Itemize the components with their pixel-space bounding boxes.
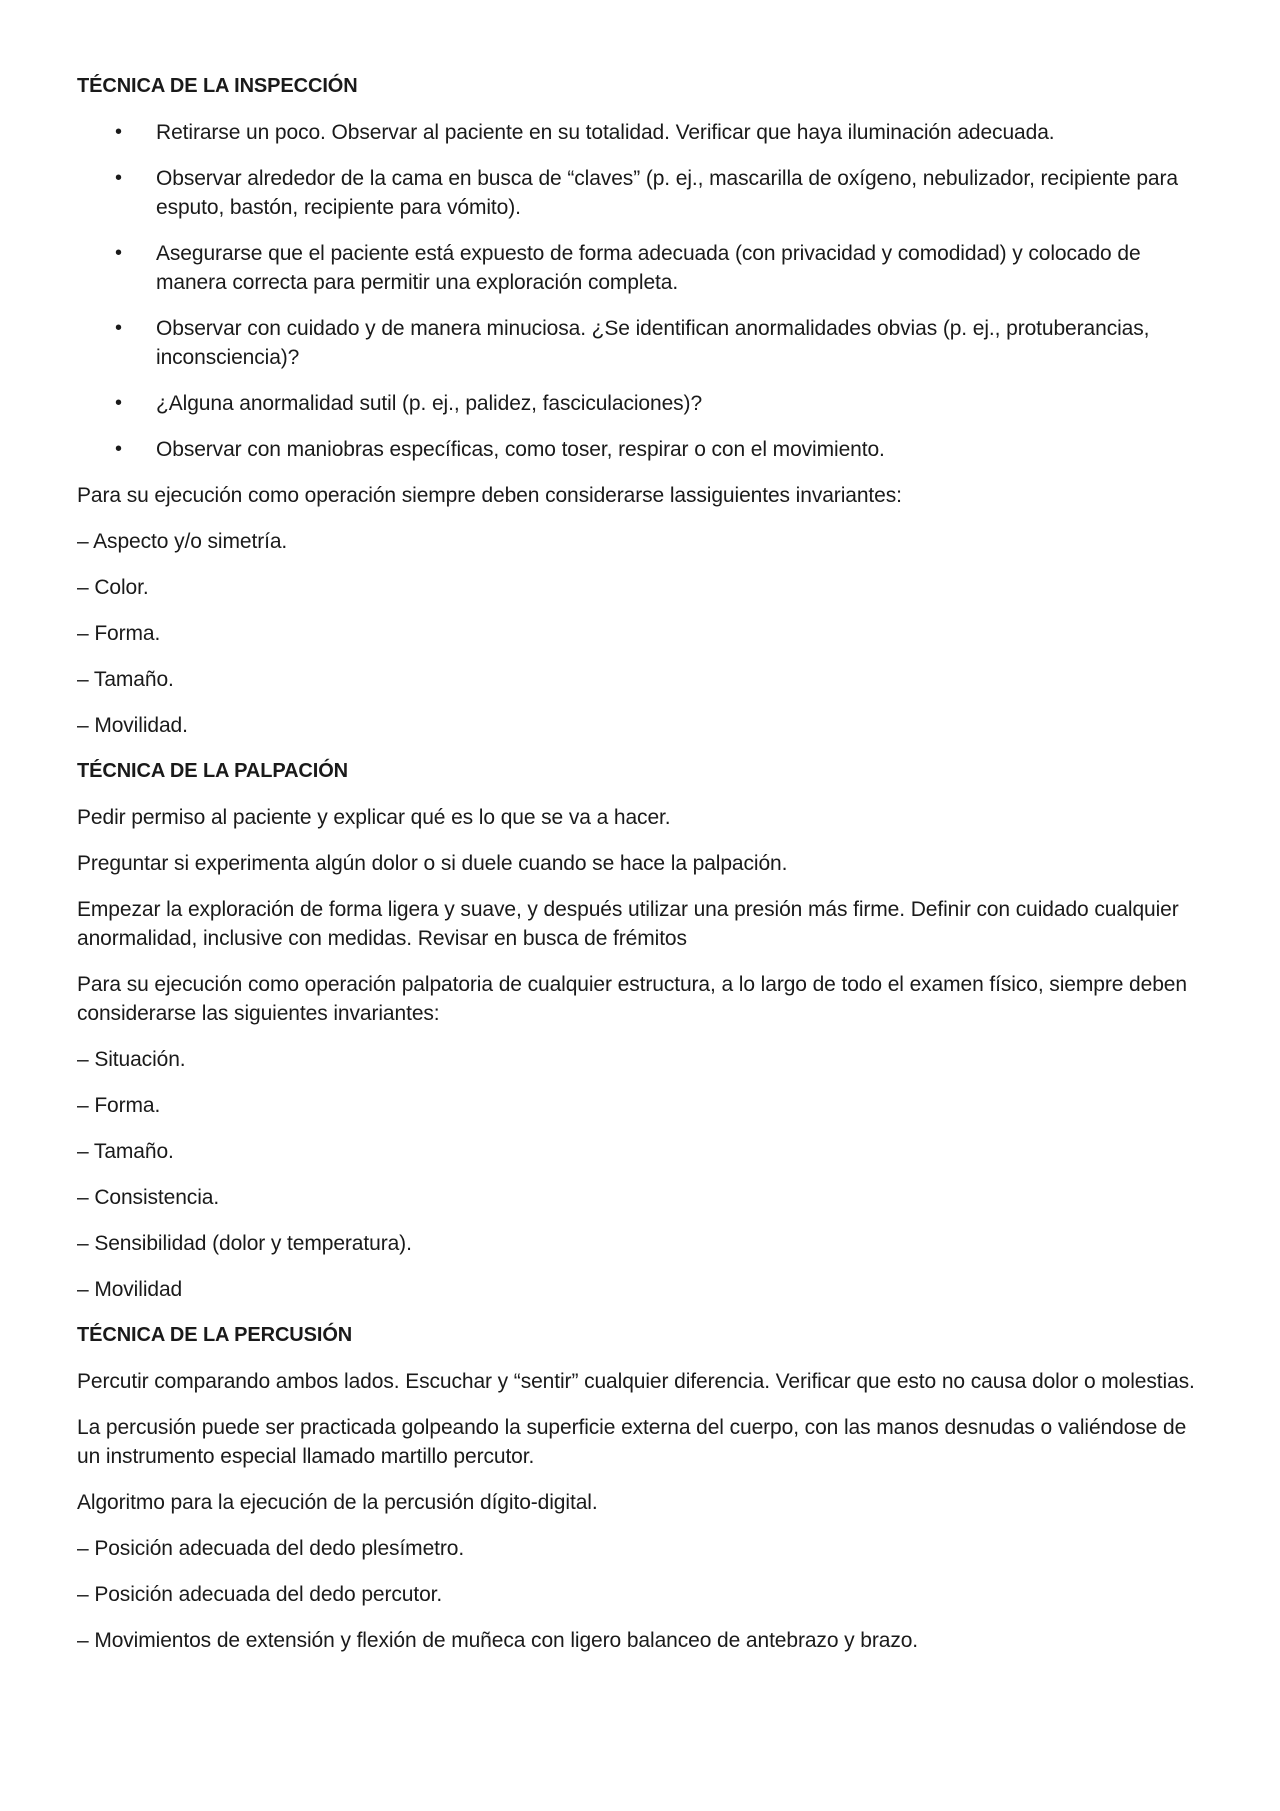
bullet-icon: •	[115, 167, 122, 189]
dash-list-item: – Movimientos de extensión y flexión de muñeca con ligero balanceo de antebrazo y brazo.	[77, 1629, 919, 1652]
list-item	[77, 164, 1207, 222]
inspeccion-bullet-list	[77, 118, 1207, 464]
dash-list-item: – Forma.	[77, 622, 161, 645]
paragraph: La percusión puede ser practicada golpeando la superficie externa del cuerpo, con las manos desnudas o valiéndose de un instrumento especial llamado martillo percutor.	[77, 1416, 1187, 1468]
list-item-text: Observar con maniobras específicas, como toser, respirar o con el movimiento.	[156, 438, 885, 461]
dash-list-item: – Posición adecuada del dedo plesímetro.	[77, 1537, 465, 1560]
list-item-text: Asegurarse que el paciente está expuesto de forma adecuada (con privacidad y comodidad) y colocado de manera correcta para permitir una exploración completa.	[156, 242, 1141, 294]
bullet-icon: •	[115, 242, 122, 264]
section-heading-inspeccion: TÉCNICA DE LA INSPECCIÓN	[77, 75, 358, 97]
section-heading-palpacion: TÉCNICA DE LA PALPACIÓN	[77, 760, 349, 782]
dash-list-item: – Consistencia.	[77, 1186, 220, 1209]
list-item	[77, 239, 1207, 297]
paragraph: Para su ejecución como operación siempre deben considerarse lassiguientes invariantes:	[77, 484, 902, 507]
list-item	[77, 389, 1207, 418]
paragraph: Pedir permiso al paciente y explicar qué es lo que se va a hacer.	[77, 806, 671, 829]
document-page	[77, 72, 1207, 1672]
paragraph: Empezar la exploración de forma ligera y suave, y después utilizar una presión más firme. Definir con cuidado cualquier anormalidad, inclusive con medidas. Revisar en busca de frémitos	[77, 898, 1179, 950]
bullet-icon: •	[115, 317, 122, 339]
bullet-icon: •	[115, 121, 122, 143]
paragraph: Preguntar si experimenta algún dolor o si duele cuando se hace la palpación.	[77, 852, 788, 875]
dash-list-item: – Sensibilidad (dolor y temperatura).	[77, 1232, 412, 1255]
dash-list-item: – Movilidad.	[77, 714, 188, 737]
list-item	[77, 118, 1207, 147]
dash-list-item: – Tamaño.	[77, 668, 174, 691]
bullet-icon: •	[115, 438, 122, 460]
paragraph: Algoritmo para la ejecución de la percusión dígito-digital.	[77, 1491, 598, 1514]
section-heading-percusion: TÉCNICA DE LA PERCUSIÓN	[77, 1324, 353, 1346]
bullet-icon: •	[115, 392, 122, 414]
list-item-text: ¿Alguna anormalidad sutil (p. ej., palidez, fasciculaciones)?	[156, 392, 703, 415]
list-item	[77, 314, 1207, 372]
list-item	[77, 435, 1207, 464]
paragraph: Percutir comparando ambos lados. Escuchar y “sentir” cualquier diferencia. Verificar que esto no causa dolor o molestias.	[77, 1370, 1195, 1393]
dash-list-item: – Forma.	[77, 1094, 161, 1117]
dash-list-item: – Movilidad	[77, 1278, 183, 1301]
dash-list-item: – Aspecto y/o simetría.	[77, 530, 288, 553]
dash-list-item: – Posición adecuada del dedo percutor.	[77, 1583, 443, 1606]
list-item-text: Retirarse un poco. Observar al paciente en su totalidad. Verificar que haya iluminación adecuada.	[156, 121, 1055, 144]
dash-list-item: – Situación.	[77, 1048, 186, 1071]
dash-list-item: – Tamaño.	[77, 1140, 174, 1163]
dash-list-item: – Color.	[77, 576, 149, 599]
list-item-text: Observar alrededor de la cama en busca de “claves” (p. ej., mascarilla de oxígeno, nebulizador, recipiente para esputo, bastón, recipiente para vómito).	[156, 167, 1178, 219]
list-item-text: Observar con cuidado y de manera minuciosa. ¿Se identifican anormalidades obvias (p. ej., protuberancias, inconsciencia)?	[156, 317, 1150, 369]
paragraph: Para su ejecución como operación palpatoria de cualquier estructura, a lo largo de todo el examen físico, siempre deben considerarse las siguientes invariantes:	[77, 973, 1187, 1025]
